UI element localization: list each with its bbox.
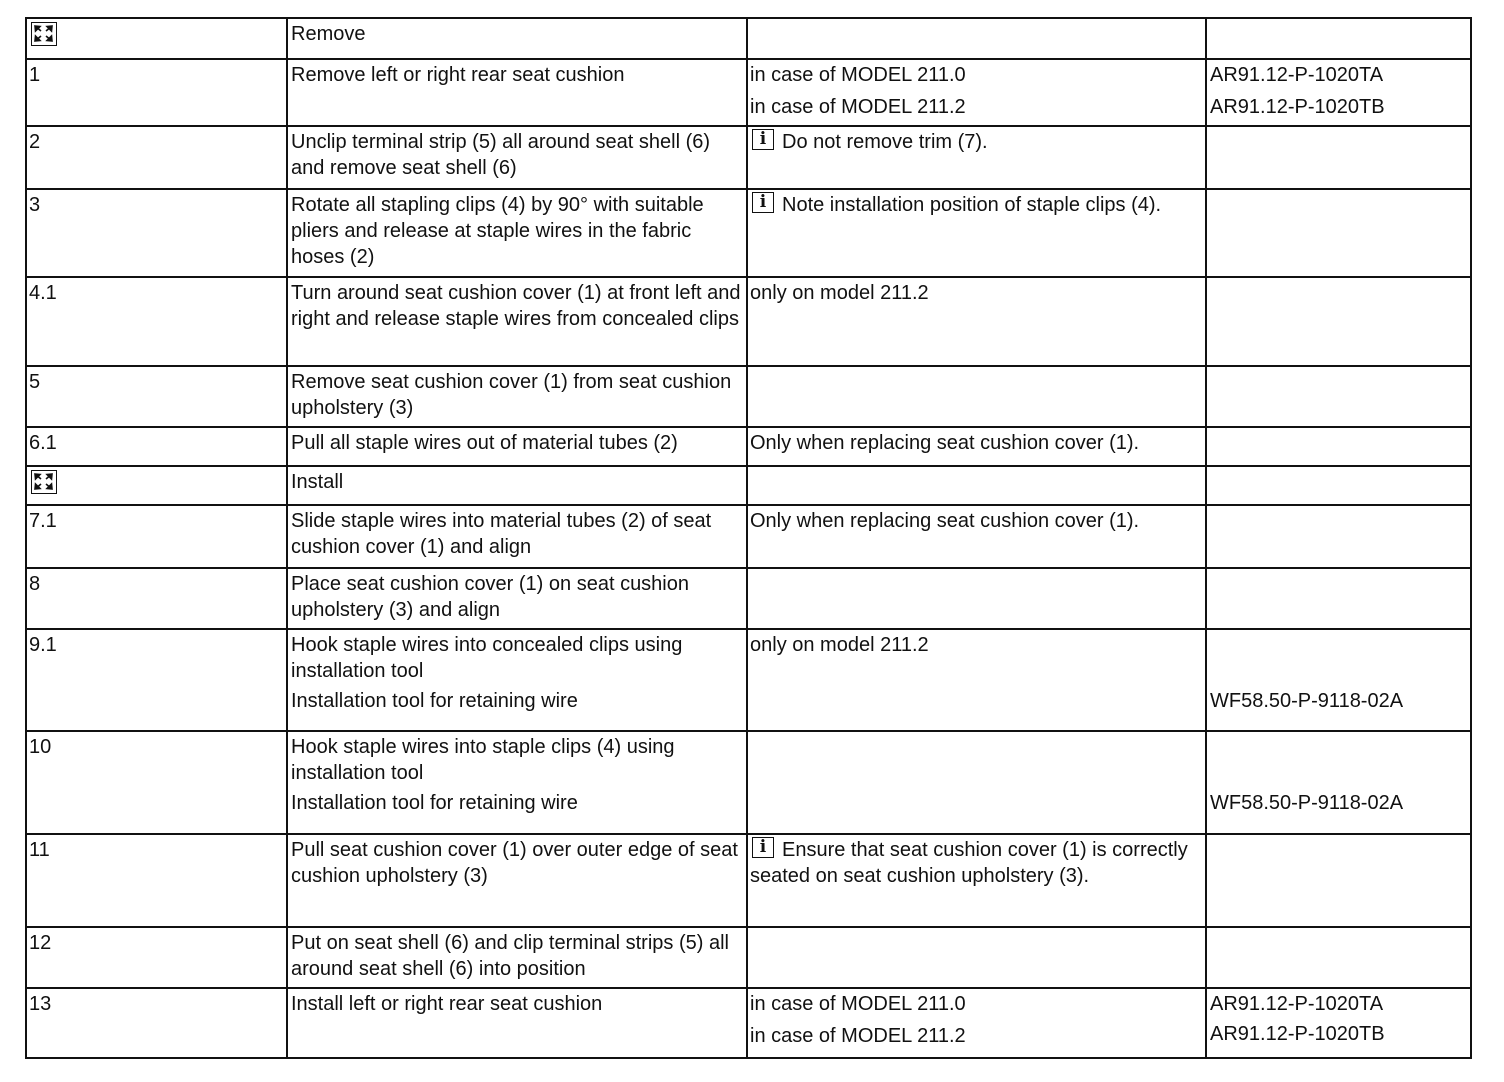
action-cell xyxy=(287,731,747,834)
action-cell xyxy=(287,189,747,277)
ref-cell xyxy=(1206,427,1471,466)
ref-link[interactable]: AR91.12-P-1020TB xyxy=(1210,96,1385,118)
note-text: Only when replacing seat cushion cover (1). xyxy=(750,432,1140,454)
step-cell: 12 xyxy=(26,927,287,988)
action-cell xyxy=(287,366,747,427)
ref-cell xyxy=(1206,834,1471,927)
ref-cell xyxy=(1206,731,1471,834)
ref-link[interactable]: WF58.50-P-9118-02A xyxy=(1210,792,1404,814)
note-cell xyxy=(747,126,1206,189)
ref-cell xyxy=(1206,366,1471,427)
action-cell xyxy=(287,59,747,126)
table-row xyxy=(26,988,1471,1058)
note-cell xyxy=(747,731,1206,834)
ref-cell xyxy=(1206,629,1471,731)
action-cell xyxy=(287,927,747,988)
note-text: in case of MODEL 211.2 xyxy=(750,1025,966,1047)
note-cell xyxy=(747,834,1206,927)
ref-cell xyxy=(1206,466,1471,505)
note-cell xyxy=(747,18,1206,59)
info-icon: i xyxy=(752,129,774,150)
action-cell xyxy=(287,277,747,366)
table-row xyxy=(26,568,1471,629)
action-cell xyxy=(287,568,747,629)
step-cell: 8 xyxy=(26,568,287,629)
step-cell xyxy=(26,466,287,505)
ref-link[interactable]: AR91.12-P-1020TB xyxy=(1210,1023,1385,1045)
step-cell: 3 xyxy=(26,189,287,277)
ref-cell xyxy=(1206,18,1471,59)
table-row xyxy=(26,366,1471,427)
table-row xyxy=(26,18,1471,59)
action-cell xyxy=(287,18,747,59)
action-cell xyxy=(287,834,747,927)
table-row xyxy=(26,466,1471,505)
note-text: only on model 211.2 xyxy=(750,634,929,656)
table-row xyxy=(26,834,1471,927)
note-text: Only when replacing seat cushion cover (1). xyxy=(750,510,1140,532)
action-text: Put on seat shell (6) and clip terminal strips (5) all around seat shell (6) into position xyxy=(291,932,729,980)
note-text: in case of MODEL 211.2 xyxy=(750,96,966,118)
step-cell: 5 xyxy=(26,366,287,427)
ref-cell xyxy=(1206,988,1471,1058)
action-tool-text: Installation tool for retaining wire xyxy=(291,690,578,712)
expand-arrows-icon xyxy=(31,470,57,494)
note-cell xyxy=(747,189,1206,277)
action-text: Turn around seat cushion cover (1) at front left and right and release staple wires from concealed clips xyxy=(291,282,741,330)
action-text: Place seat cushion cover (1) on seat cushion upholstery (3) and align xyxy=(291,573,689,621)
table-row xyxy=(26,59,1471,126)
action-text: Install xyxy=(291,471,344,493)
step-cell: 1 xyxy=(26,59,287,126)
note-cell xyxy=(747,59,1206,126)
procedure-table xyxy=(25,17,1472,1059)
step-cell: 13 xyxy=(26,988,287,1058)
action-cell xyxy=(287,126,747,189)
table-row xyxy=(26,427,1471,466)
note-cell xyxy=(747,427,1206,466)
action-text: Rotate all stapling clips (4) by 90° with suitable pliers and release at staple wires in the fabric hoses (2) xyxy=(291,194,704,268)
action-text: Slide staple wires into material tubes (2) of seat cushion cover (1) and align xyxy=(291,510,712,558)
note-text: in case of MODEL 211.0 xyxy=(750,993,966,1015)
ref-link[interactable]: AR91.12-P-1020TA xyxy=(1210,64,1384,86)
note-cell xyxy=(747,466,1206,505)
ref-cell xyxy=(1206,277,1471,366)
table-row xyxy=(26,505,1471,568)
step-cell: 4.1 xyxy=(26,277,287,366)
action-text: Remove xyxy=(291,23,366,45)
action-text: Hook staple wires into staple clips (4) using installation tool xyxy=(291,736,675,784)
ref-cell xyxy=(1206,189,1471,277)
action-text: Unclip terminal strip (5) all around seat shell (6) and remove seat shell (6) xyxy=(291,131,711,179)
ref-link[interactable]: AR91.12-P-1020TA xyxy=(1210,993,1384,1015)
table-row xyxy=(26,277,1471,366)
expand-arrows-icon xyxy=(31,22,57,46)
note-text: in case of MODEL 211.0 xyxy=(750,64,966,86)
note-text: Note installation position of staple clips (4). xyxy=(782,194,1162,216)
note-cell xyxy=(747,505,1206,568)
note-cell xyxy=(747,988,1206,1058)
action-cell xyxy=(287,629,747,731)
ref-cell xyxy=(1206,59,1471,126)
step-cell: 6.1 xyxy=(26,427,287,466)
note-text: Ensure that seat cushion cover (1) is correctly seated on seat cushion upholstery (3). xyxy=(750,839,1188,887)
step-cell: 2 xyxy=(26,126,287,189)
ref-link[interactable]: WF58.50-P-9118-02A xyxy=(1210,690,1404,712)
table-row xyxy=(26,927,1471,988)
note-cell xyxy=(747,277,1206,366)
info-icon: i xyxy=(752,837,774,858)
action-text: Remove seat cushion cover (1) from seat cushion upholstery (3) xyxy=(291,371,732,419)
ref-cell xyxy=(1206,126,1471,189)
action-cell xyxy=(287,505,747,568)
info-icon: i xyxy=(752,192,774,213)
ref-cell xyxy=(1206,927,1471,988)
note-cell xyxy=(747,568,1206,629)
action-cell xyxy=(287,988,747,1058)
action-text: Pull all staple wires out of material tubes (2) xyxy=(291,432,678,454)
step-cell: 11 xyxy=(26,834,287,927)
table-row xyxy=(26,189,1471,277)
table-row xyxy=(26,126,1471,189)
note-cell xyxy=(747,629,1206,731)
note-cell xyxy=(747,927,1206,988)
step-cell: 9.1 xyxy=(26,629,287,731)
step-cell xyxy=(26,18,287,59)
table-row xyxy=(26,629,1471,731)
step-cell: 7.1 xyxy=(26,505,287,568)
ref-cell xyxy=(1206,568,1471,629)
action-cell xyxy=(287,466,747,505)
note-text: only on model 211.2 xyxy=(750,282,929,304)
note-text: Do not remove trim (7). xyxy=(782,131,988,153)
table-row xyxy=(26,731,1471,834)
action-text: Hook staple wires into concealed clips using installation tool xyxy=(291,634,683,682)
action-cell xyxy=(287,427,747,466)
step-cell: 10 xyxy=(26,731,287,834)
action-text: Pull seat cushion cover (1) over outer edge of seat cushion upholstery (3) xyxy=(291,839,738,887)
action-text: Install left or right rear seat cushion xyxy=(291,993,603,1015)
note-cell xyxy=(747,366,1206,427)
action-text: Remove left or right rear seat cushion xyxy=(291,64,625,86)
ref-cell xyxy=(1206,505,1471,568)
action-tool-text: Installation tool for retaining wire xyxy=(291,792,578,814)
